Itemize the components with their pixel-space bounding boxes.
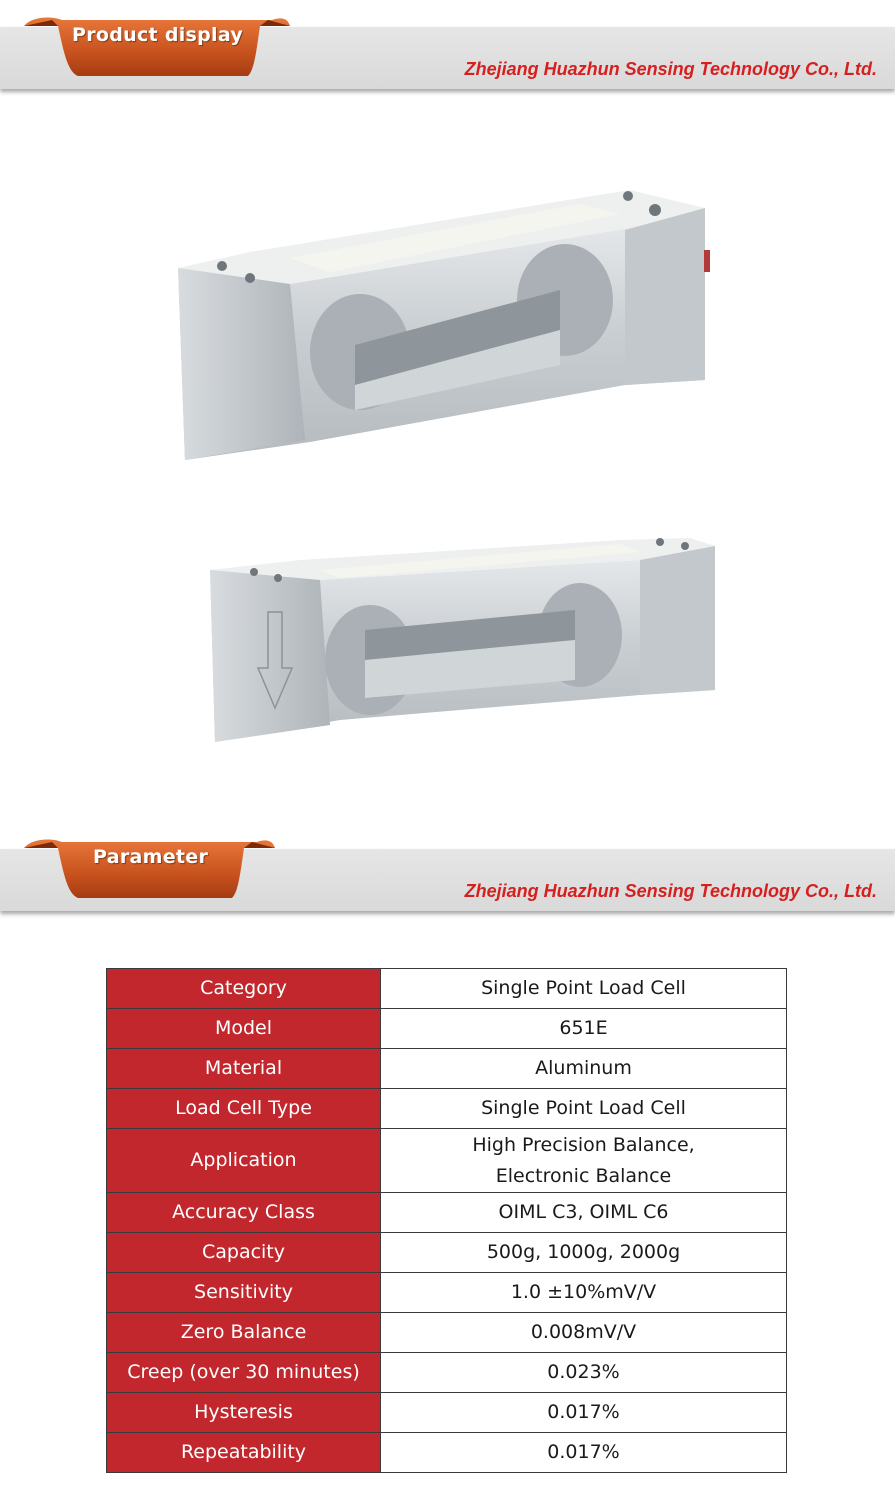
param-key: Accuracy Class — [107, 1193, 381, 1233]
table-row — [107, 1193, 787, 1233]
param-value: 500g, 1000g, 2000g — [381, 1233, 787, 1273]
section-title: Parameter — [93, 846, 209, 868]
param-key: Zero Balance — [107, 1313, 381, 1353]
table-row — [107, 1313, 787, 1353]
table-row — [107, 1233, 787, 1273]
param-value: Single Point Load Cell — [381, 1089, 787, 1129]
param-key: Load Cell Type — [107, 1089, 381, 1129]
param-value: 0.017% — [381, 1393, 787, 1433]
param-value: 651E — [381, 1009, 787, 1049]
parameter-table — [106, 968, 787, 1473]
param-value: 0.023% — [381, 1353, 787, 1393]
table-row — [107, 1393, 787, 1433]
param-value: 0.008mV/V — [381, 1313, 787, 1353]
param-key: Repeatability — [107, 1433, 381, 1473]
param-key: Creep (over 30 minutes) — [107, 1353, 381, 1393]
table-row — [107, 1129, 787, 1193]
param-key: Material — [107, 1049, 381, 1089]
load-cell-photo-top — [150, 180, 750, 470]
param-key: Capacity — [107, 1233, 381, 1273]
table-row — [107, 1353, 787, 1393]
table-row — [107, 1049, 787, 1089]
table-row — [107, 1273, 787, 1313]
parameter-banner — [0, 822, 895, 914]
param-value: Aluminum — [381, 1049, 787, 1089]
param-value: High Precision Balance, Electronic Balance — [381, 1129, 787, 1193]
load-cell-photo-bottom — [150, 520, 750, 760]
param-key: Category — [107, 969, 381, 1009]
param-value: Single Point Load Cell — [381, 969, 787, 1009]
param-value: OIML C3, OIML C6 — [381, 1193, 787, 1233]
param-key: Model — [107, 1009, 381, 1049]
param-key: Hysteresis — [107, 1393, 381, 1433]
table-row — [107, 1089, 787, 1129]
company-name: Zhejiang Huazhun Sensing Technology Co., Ltd. — [464, 59, 877, 79]
product-display-banner — [0, 0, 895, 92]
company-name: Zhejiang Huazhun Sensing Technology Co., Ltd. — [464, 881, 877, 901]
table-row — [107, 969, 787, 1009]
param-value: 1.0 ±10%mV/V — [381, 1273, 787, 1313]
param-value: 0.017% — [381, 1433, 787, 1473]
table-row — [107, 1009, 787, 1049]
param-key: Application — [107, 1129, 381, 1193]
param-key: Sensitivity — [107, 1273, 381, 1313]
table-row — [107, 1433, 787, 1473]
section-title: Product display — [72, 24, 244, 46]
